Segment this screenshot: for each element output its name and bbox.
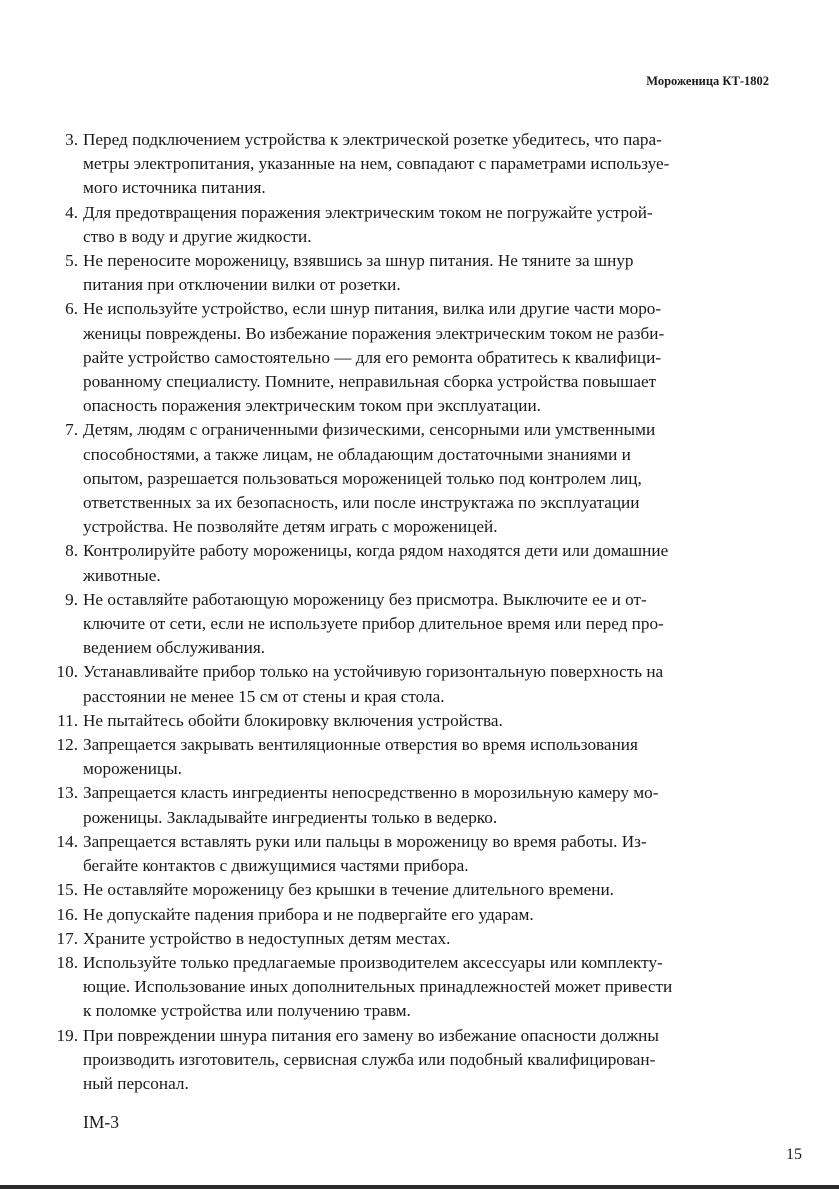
item-text-line: ство в воду и другие жидкости. [83,226,312,246]
item-text-line: Запрещается вставлять руки или пальцы в мороженицу во время работы. Из- [83,831,647,851]
list-item [48,128,778,201]
document-code: IM-3 [83,1112,119,1132]
page-number: 15 [786,1146,802,1163]
item-text-line: Не оставляйте работающую мороженицу без присмотра. Выключите ее и от- [83,589,647,609]
item-text-line: Не используйте устройство, если шнур питания, вилка или другие части моро- [83,299,662,319]
running-header: Мороженица КТ-1802 [646,74,769,88]
item-number: 12. [56,735,78,755]
list-item [48,1024,778,1097]
item-text-line: Перед подключением устройства к электрической розетке убедитесь, что пара- [83,130,662,149]
item-text-line: рованному специалисту. Помните, неправильная сборка устройства повышает [83,372,657,392]
list-item [48,781,778,829]
item-number: 14. [56,831,78,851]
item-text-line: ведением обслуживания. [83,638,266,658]
item-number: 4. [65,202,78,222]
item-text-line: роженицы. Закладывайте ингредиенты только в ведерко. [83,807,498,827]
item-text-line: ный персонал. [83,1073,189,1093]
item-text-line: Устанавливайте прибор только на устойчивую горизонтальную поверхность на [83,662,664,682]
item-text-line: женицы повреждены. Во избежание поражения электрическим током не разби- [83,323,665,343]
item-number: 6. [65,299,78,319]
item-text-line: Запрещается закрывать вентиляционные отверстия во время использования [83,735,638,755]
item-text-line: Контролируйте работу мороженицы, когда рядом находятся дети или домашние [83,541,669,561]
list-item [48,733,778,781]
item-text-line: производить изготовитель, сервисная служба или подобный квалифицирован- [83,1049,656,1069]
item-text-line: расстоянии не менее 15 см от стены и края стола. [83,686,445,706]
item-text-line: Не переносите мороженицу, взявшись за шнур питания. Не тяните за шнур [83,251,634,271]
item-text-line: Используйте только предлагаемые производителем аксессуары или комплекту- [83,952,663,972]
list-item [48,830,778,878]
list-item [48,418,778,539]
item-text-line: Не оставляйте мороженицу без крышки в течение длительного времени. [83,880,614,900]
list-item [48,249,778,297]
item-number: 19. [56,1025,78,1045]
item-text-line: райте устройство самостоятельно — для его ремонта обратитесь к квалифици- [83,347,662,367]
item-text-line: Запрещается класть ингредиенты непосредственно в морозильную камеру мо- [83,783,659,803]
list-item [48,709,778,733]
item-text-line: ключите от сети, если не используете прибор длительное время или перед про- [83,614,664,634]
list-item [48,660,778,708]
item-text-line: бегайте контактов с движущимися частями прибора. [83,856,469,876]
list-item [48,588,778,661]
item-text-line: Храните устройство в недоступных детям местах. [83,928,451,948]
list-item [48,539,778,587]
list-item [48,951,778,1024]
item-text-line: животные. [83,565,161,585]
item-number: 3. [65,130,78,149]
item-number: 18. [56,952,78,972]
item-text-line: опытом, разрешается пользоваться мороженицей только под контролем лиц, [83,468,642,488]
list-item [48,878,778,902]
item-number: 15. [56,880,78,900]
item-text-line: ющие. Использование иных дополнительных принадлежностей может привести [83,977,673,997]
item-text-line: Для предотвращения поражения электрическим током не погружайте устрой- [83,202,653,222]
item-number: 5. [65,251,78,271]
item-text-line: мого источника питания. [83,178,266,198]
list-item [48,201,778,249]
item-text-line: устройства. Не позволяйте детям играть с мороженицей. [83,517,498,537]
item-text-line: метры электропитания, указанные на нем, совпадают с параметрами используе- [83,154,670,174]
item-number: 8. [65,541,78,561]
item-number: 7. [65,420,78,440]
list-item [48,927,778,951]
bottom-rule [0,1185,839,1189]
item-text-line: опасность поражения электрическим током при эксплуатации. [83,396,541,416]
item-number: 10. [56,662,78,682]
item-text-line: Не допускайте падения прибора и не подвергайте его ударам. [83,904,534,924]
item-text-line: При повреждении шнура питания его замену во избежание опасности должны [83,1025,659,1045]
item-text-line: мороженицы. [83,759,182,779]
item-text-line: способностями, а также лицам, не обладающим достаточными знаниями и [83,444,631,464]
item-number: 17. [56,928,78,948]
item-text-line: Не пытайтесь обойти блокировку включения устройства. [83,710,503,730]
item-text-line: питания при отключении вилки от розетки. [83,275,401,295]
item-number: 16. [56,904,78,924]
safety-instructions-list [48,128,778,1096]
item-number: 11. [57,710,78,730]
item-text-line: ответственных за их безопасность, или после инструктажа по эксплуатации [83,493,640,513]
item-text-line: к поломке устройства или получению травм. [83,1001,411,1021]
item-number: 13. [56,783,78,803]
list-item [48,297,778,418]
item-text-line: Детям, людям с ограниченными физическими, сенсорными или умственными [83,420,656,440]
list-item [48,903,778,927]
item-number: 9. [65,589,78,609]
